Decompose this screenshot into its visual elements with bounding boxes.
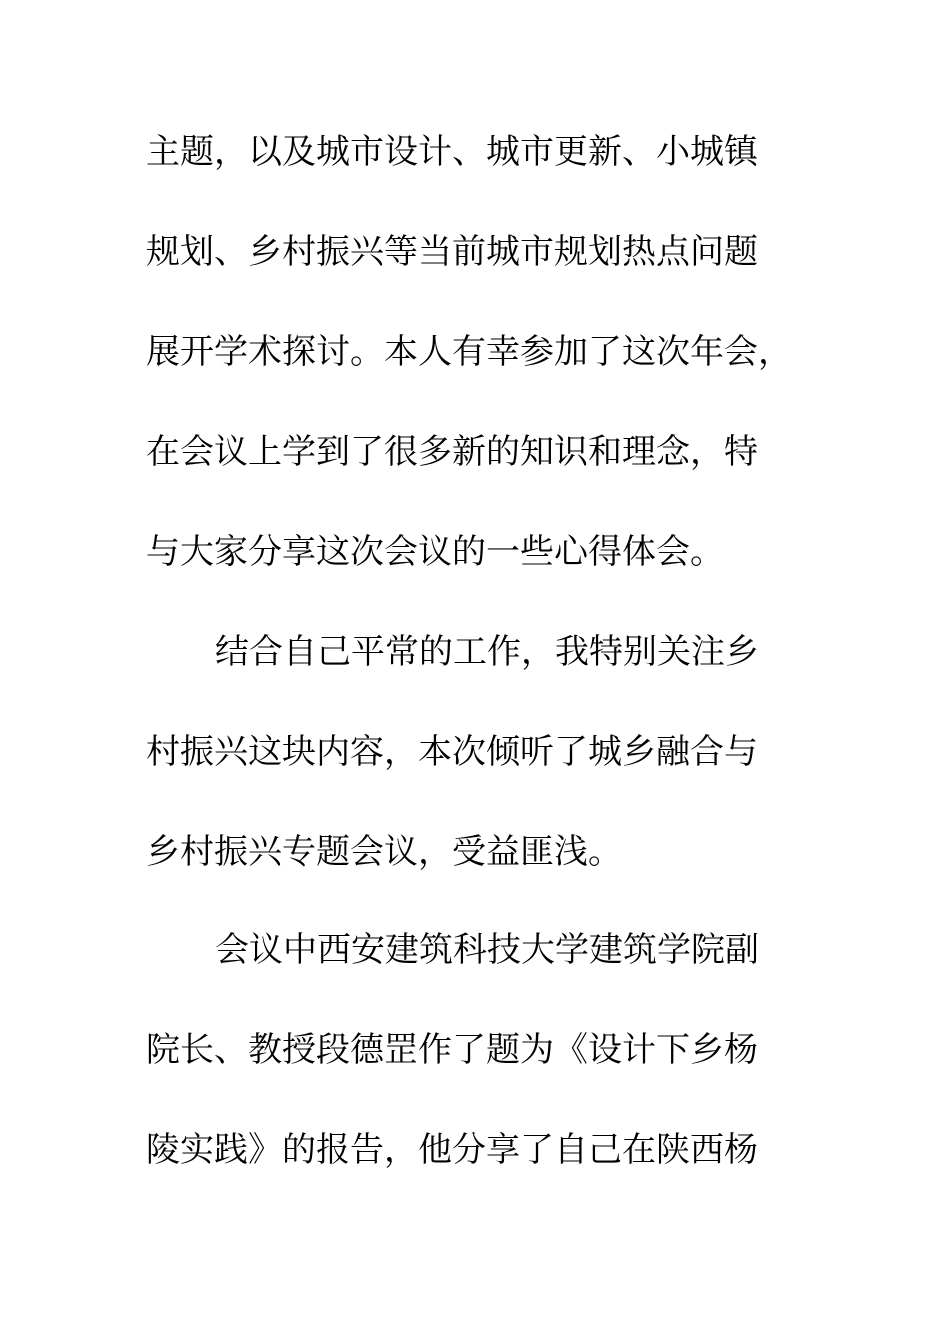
text-line-8: 乡村振兴专题会议，受益匪浅。 xyxy=(146,832,622,872)
text-line-1: 主题，以及城市设计、城市更新、小城镇 xyxy=(146,132,758,172)
text-line-6: 结合自己平常的工作，我特别关注乡 xyxy=(215,632,759,672)
text-line-2: 规划、乡村振兴等当前城市规划热点问题 xyxy=(146,232,758,272)
text-line-10: 院长、教授段德罡作了题为《设计下乡杨 xyxy=(146,1030,758,1070)
text-line-7: 村振兴这块内容，本次倾听了城乡融合与 xyxy=(146,732,758,772)
text-line-3: 展开学术探讨。本人有幸参加了这次年会， xyxy=(146,332,792,372)
text-line-11: 陵实践》的报告，他分享了自己在陕西杨 xyxy=(146,1130,758,1170)
text-line-5: 与大家分享这次会议的一些心得体会。 xyxy=(146,532,724,572)
text-line-4: 在会议上学到了很多新的知识和理念，特 xyxy=(146,432,758,472)
text-line-9: 会议中西安建筑科技大学建筑学院副 xyxy=(215,930,759,970)
